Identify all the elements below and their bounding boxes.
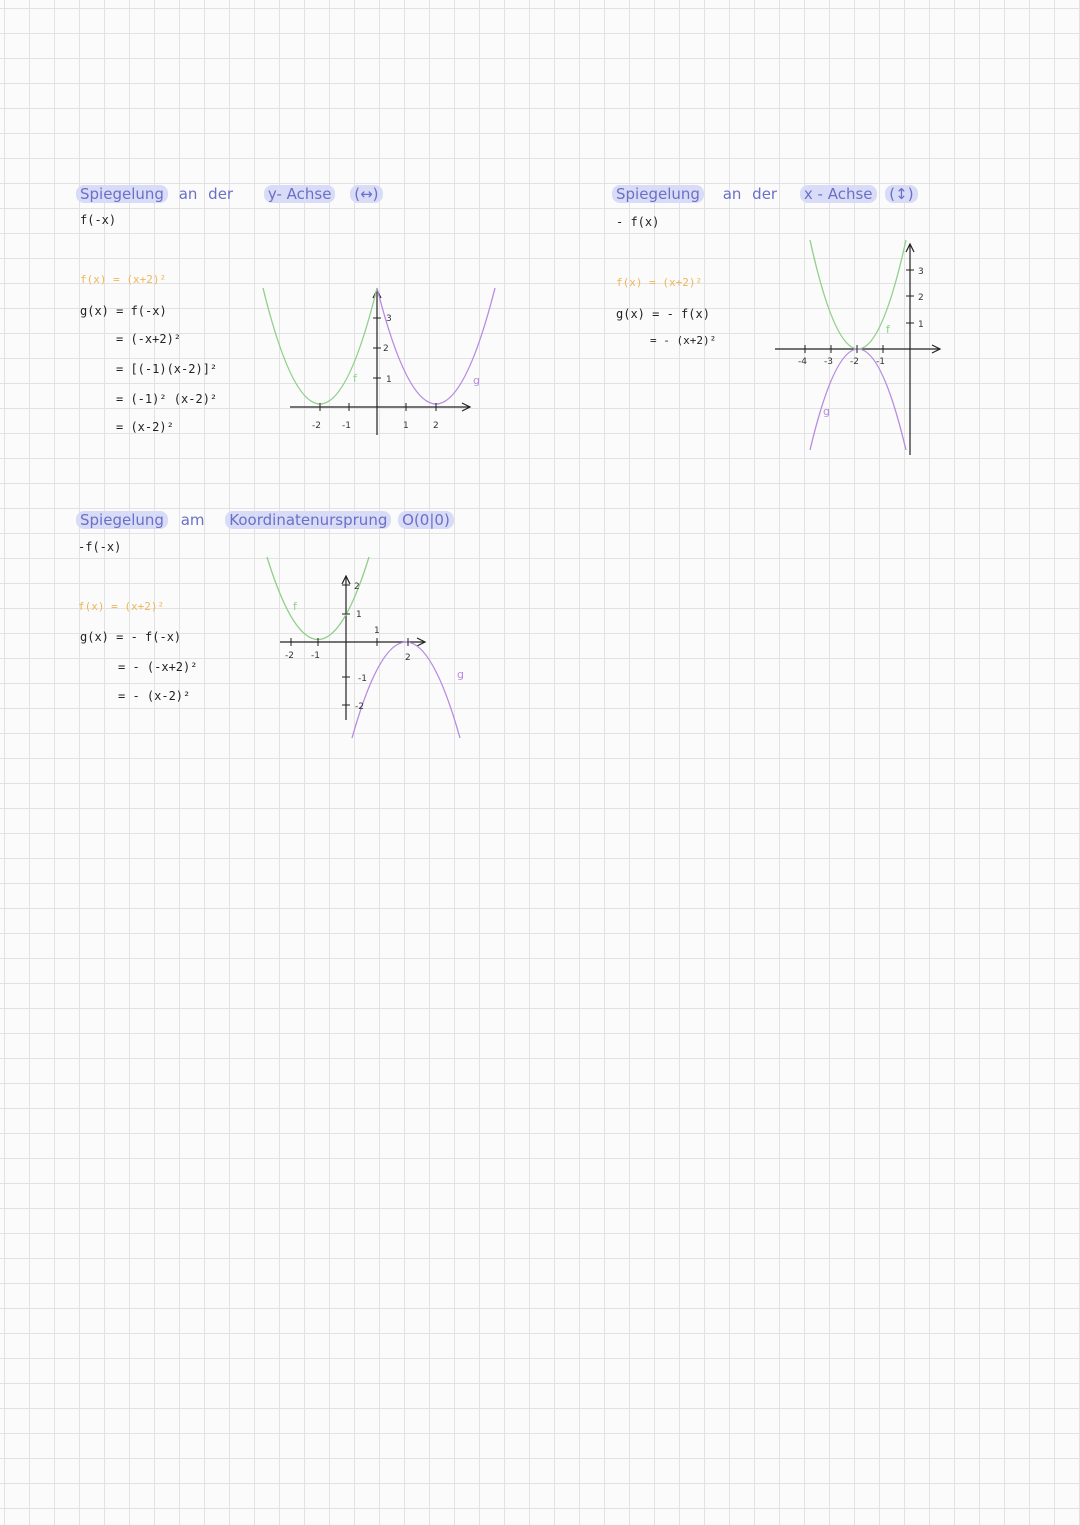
x-tick-label: -1 <box>876 357 885 367</box>
curve-label-g: g <box>473 374 480 387</box>
y-tick-label: 2 <box>354 582 360 592</box>
heading-word: Spiegelung <box>76 511 168 529</box>
derivation-line: g(x) = - f(-x) <box>80 630 182 644</box>
x-tick-label: 2 <box>433 421 439 431</box>
derivation-line: = (-1)² (x-2)² <box>116 392 218 406</box>
y-tick-label: 3 <box>918 267 924 277</box>
curve-label-f: f <box>293 600 297 613</box>
heading-word: Koordinatenursprung <box>225 511 391 529</box>
y-tick-label: 1 <box>356 610 362 620</box>
x-tick-label: -1 <box>311 651 320 661</box>
heading-word: y- Achse <box>264 185 336 203</box>
f-definition: f(x) = (x+2)² <box>80 273 167 286</box>
curve-f <box>267 557 369 640</box>
x-tick-label: 1 <box>403 421 409 431</box>
curve-label-f: f <box>353 372 357 385</box>
curve-label-f: f <box>886 323 890 336</box>
rule-origin: -f(-x) <box>78 540 122 554</box>
heading-word: x - Achse <box>800 185 877 203</box>
y-tick-label: 2 <box>383 344 389 354</box>
derivation-line: = - (-x+2)² <box>118 660 198 674</box>
heading-word: (↕) <box>885 185 917 203</box>
derivation-line: g(x) = - f(x) <box>616 307 710 321</box>
heading-word: der <box>208 185 234 203</box>
curve-f <box>810 240 906 349</box>
heading-word: O(0|0) <box>398 511 454 529</box>
derivation-line: = - (x+2)² <box>650 334 717 347</box>
x-tick-label: -2 <box>312 421 321 431</box>
heading-word: Spiegelung <box>612 185 704 203</box>
x-tick-label: 2 <box>405 653 411 663</box>
graph-y-axis <box>263 288 495 435</box>
rule-y-axis: f(-x) <box>80 213 117 227</box>
heading-word: an <box>178 185 198 203</box>
y-tick-label: -2 <box>355 702 364 712</box>
y-tick-label: 3 <box>386 314 392 324</box>
derivation-line: = [(-1)(x-2)]² <box>116 362 218 376</box>
x-tick-label: -2 <box>850 357 859 367</box>
curve-f <box>263 288 377 404</box>
graph-origin <box>267 557 464 738</box>
x-tick-label: 1 <box>374 626 380 636</box>
y-tick-label: 1 <box>918 320 924 330</box>
derivation-line: = (-x+2)² <box>116 332 182 346</box>
f-definition: f(x) = (x+2)² <box>616 276 703 289</box>
y-tick-label: 2 <box>918 293 924 303</box>
derivation-line: = (x-2)² <box>116 420 174 434</box>
heading-word: (↔) <box>350 185 382 203</box>
derivation-line: g(x) = f(-x) <box>80 304 167 318</box>
x-tick-label: -2 <box>285 651 294 661</box>
heading-word: der <box>752 185 778 203</box>
curve-label-g: g <box>823 405 830 418</box>
heading-word: am <box>180 511 205 529</box>
f-definition: f(x) = (x+2)² <box>78 600 165 613</box>
x-tick-label: -4 <box>798 357 807 367</box>
y-tick-label: 1 <box>386 375 392 385</box>
curve-label-g: g <box>457 668 464 681</box>
heading-word: an <box>722 185 742 203</box>
x-tick-label: -3 <box>824 357 833 367</box>
graph-x-axis <box>775 240 940 455</box>
heading-word: Spiegelung <box>76 185 168 203</box>
derivation-line: = - (x-2)² <box>118 689 191 703</box>
y-tick-label: -1 <box>358 674 367 684</box>
rule-x-axis: - f(x) <box>616 215 660 229</box>
x-tick-label: -1 <box>342 421 351 431</box>
